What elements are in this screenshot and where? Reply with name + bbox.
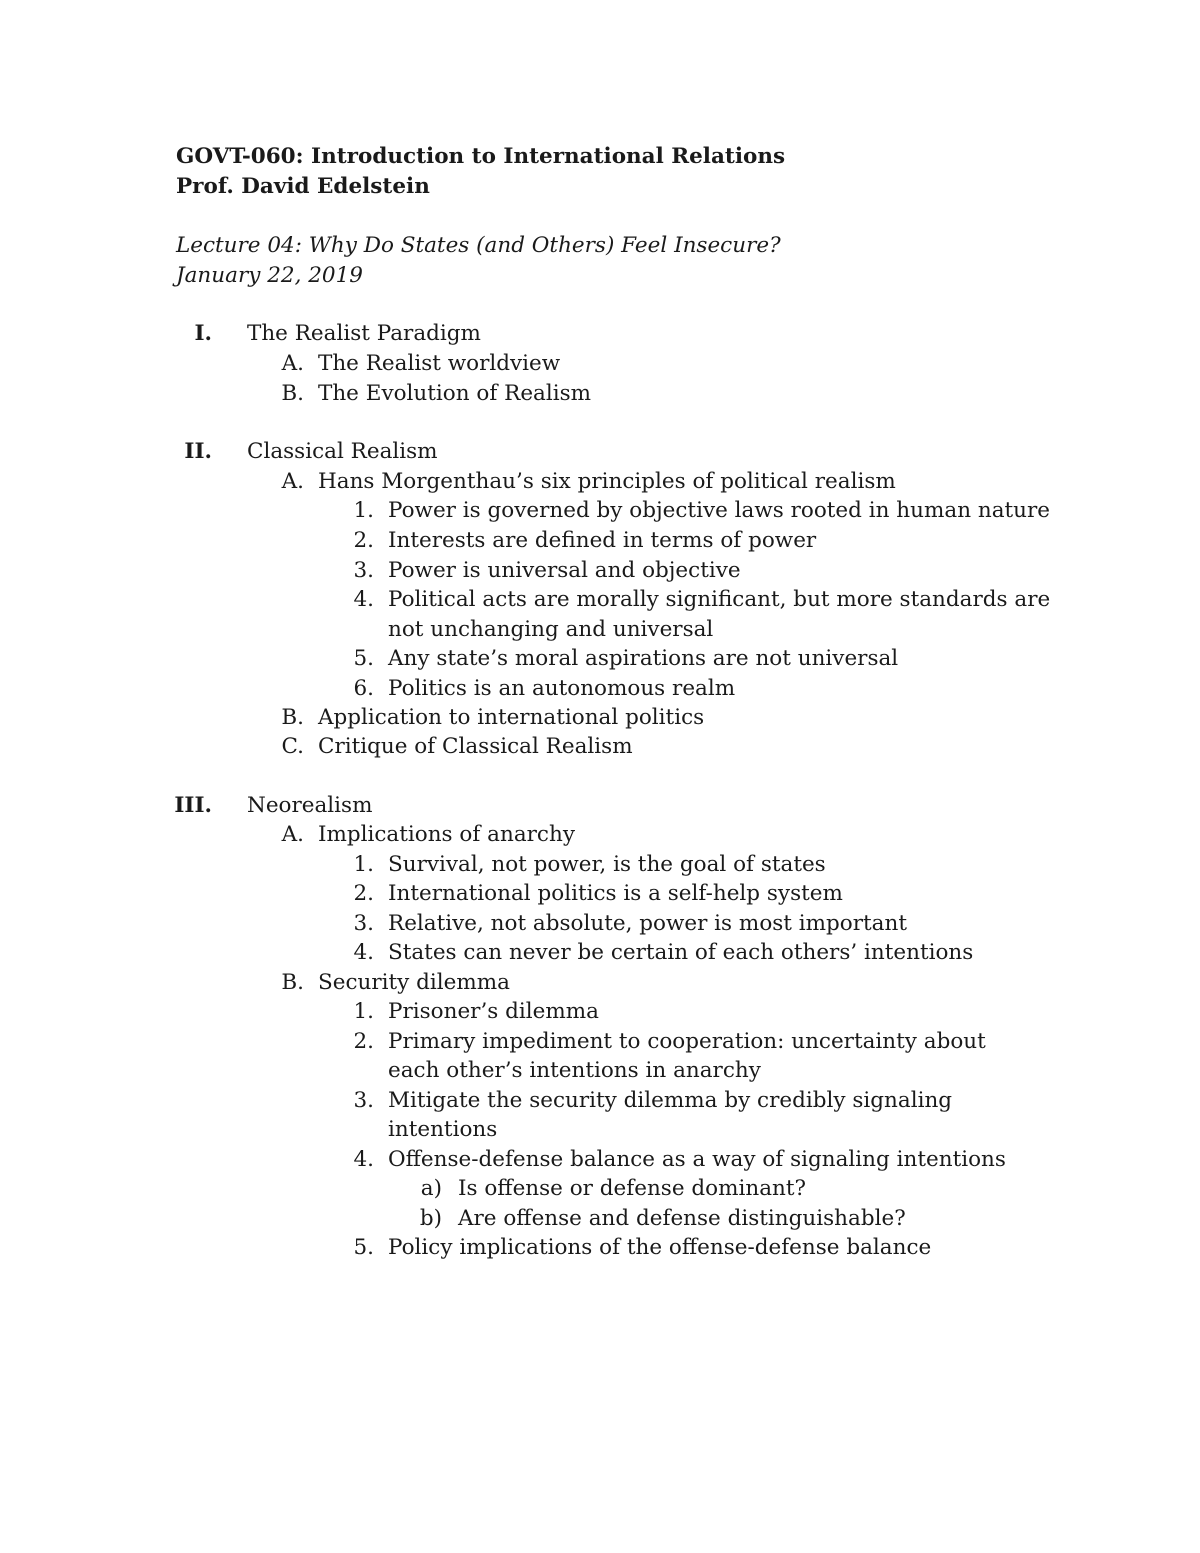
section-number: III.: [174, 793, 212, 818]
item-number: 1.: [353, 498, 374, 523]
item-number: 2.: [353, 1029, 374, 1054]
subsection-label: C.: [281, 734, 304, 759]
item-number: 3.: [353, 911, 374, 936]
item-text: Political acts are morally significant, but more standards are: [388, 587, 1051, 612]
course-title: GOVT-060: Introduction to International Relations: [176, 144, 786, 169]
item-number: 6.: [353, 676, 374, 701]
item-number: 5.: [353, 646, 374, 671]
lecture-title: Lecture 04: Why Do States (and Others) Feel Insecure?: [176, 233, 781, 258]
item-number: 1.: [353, 999, 374, 1024]
subsection-label: B.: [281, 970, 304, 995]
subsection-text: Critique of Classical Realism: [318, 734, 633, 759]
item-text: Any state’s moral aspirations are not universal: [388, 646, 899, 671]
item-number: 4.: [353, 1147, 374, 1172]
subsection-label: A.: [281, 351, 304, 376]
item-text: Relative, not absolute, power is most important: [388, 911, 907, 936]
item-number: 2.: [353, 528, 374, 553]
subsection-text: Hans Morgenthau’s six principles of political realism: [318, 469, 896, 494]
item-text: Power is governed by objective laws rooted in human nature: [388, 498, 1051, 523]
item-text: Power is universal and objective: [388, 558, 741, 583]
item-text: Prisoner’s dilemma: [388, 999, 599, 1024]
section-title: Neorealism: [247, 793, 373, 818]
subitem-text: Is offense or defense dominant?: [458, 1176, 807, 1201]
item-text: Survival, not power, is the goal of states: [388, 852, 826, 877]
section-title: The Realist Paradigm: [247, 321, 481, 346]
item-number: 5.: [353, 1235, 374, 1260]
subsection-label: A.: [281, 822, 304, 847]
section-number: I.: [194, 321, 212, 346]
item-text: Mitigate the security dilemma by credibly signaling: [388, 1088, 953, 1113]
subitem-text: Are offense and defense distinguishable?: [458, 1206, 906, 1231]
lecture-date: January 22, 2019: [176, 263, 363, 288]
section-title: Classical Realism: [247, 439, 438, 464]
item-text: States can never be certain of each others’ intentions: [388, 940, 974, 965]
subsection-text: The Realist worldview: [318, 351, 561, 376]
subsection-label: B.: [281, 705, 304, 730]
subsection-label: A.: [281, 469, 304, 494]
subsection-text: The Evolution of Realism: [318, 381, 592, 406]
item-number: 3.: [353, 558, 374, 583]
item-text: Offense-defense balance as a way of signaling intentions: [388, 1147, 1006, 1172]
item-text: Primary impediment to cooperation: uncertainty about: [388, 1029, 986, 1054]
item-text: International politics is a self-help system: [388, 881, 843, 906]
item-text-continued: intentions: [388, 1117, 498, 1142]
item-text-continued: each other’s intentions in anarchy: [388, 1058, 761, 1083]
item-text-continued: not unchanging and universal: [388, 617, 714, 642]
item-number: 1.: [353, 852, 374, 877]
item-number: 4.: [353, 940, 374, 965]
item-text: Policy implications of the offense-defense balance: [388, 1235, 932, 1260]
item-number: 4.: [353, 587, 374, 612]
subsection-text: Security dilemma: [318, 970, 510, 995]
subsection-label: B.: [281, 381, 304, 406]
item-number: 2.: [353, 881, 374, 906]
professor-name: Prof. David Edelstein: [176, 174, 430, 199]
subsection-text: Application to international politics: [318, 705, 705, 730]
subitem-letter: a): [420, 1176, 442, 1201]
item-text: Politics is an autonomous realm: [388, 676, 736, 701]
item-number: 3.: [353, 1088, 374, 1113]
subsection-text: Implications of anarchy: [318, 822, 575, 847]
item-text: Interests are defined in terms of power: [388, 528, 817, 553]
subitem-letter: b): [419, 1206, 442, 1231]
section-number: II.: [184, 439, 212, 464]
